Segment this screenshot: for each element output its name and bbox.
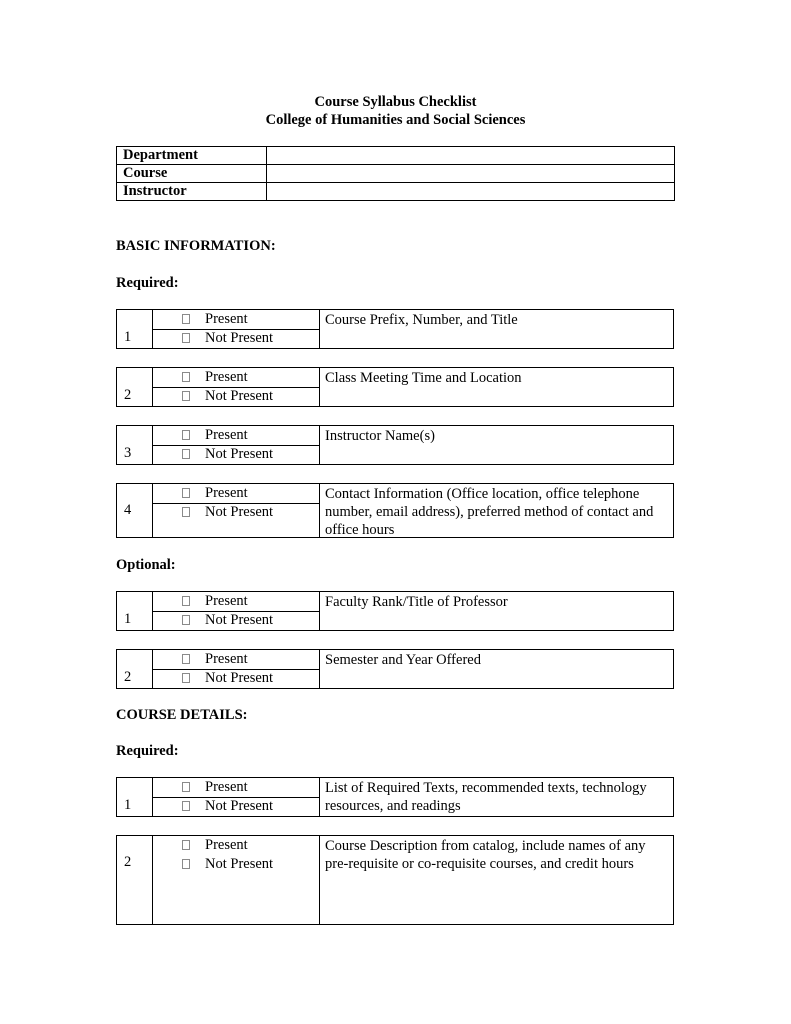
present-option[interactable] xyxy=(152,650,319,670)
basic-information-heading: BASIC INFORMATION: xyxy=(116,238,276,254)
item-description: Instructor Name(s) xyxy=(325,428,435,444)
present-option[interactable] xyxy=(152,592,319,612)
present-option[interactable] xyxy=(152,836,319,855)
checklist-item-basic-2 xyxy=(116,367,674,407)
present-option[interactable] xyxy=(152,484,319,504)
not-present-option[interactable] xyxy=(152,611,319,630)
department-label: Department xyxy=(117,147,267,165)
department-field[interactable] xyxy=(267,147,675,165)
not-present-label: Not Present xyxy=(205,504,274,520)
checkbox-icon[interactable] xyxy=(182,615,190,625)
item-number-cell xyxy=(117,650,153,688)
item-description: List of Required Texts, recommended texts, technology resources, and readings xyxy=(325,780,647,814)
checklist-item-basic-1 xyxy=(116,309,674,349)
checklist-item-optional-1 xyxy=(116,591,674,631)
item-number-cell xyxy=(117,836,153,924)
checkbox-icon[interactable] xyxy=(182,801,190,811)
not-present-label: Not Present xyxy=(205,388,274,404)
item-description: Course Prefix, Number, and Title xyxy=(325,312,518,328)
checkbox-icon[interactable] xyxy=(182,654,190,664)
checklist-item-course-1 xyxy=(116,777,674,817)
checklist-item-basic-4 xyxy=(116,483,674,538)
present-label: Present xyxy=(205,369,248,385)
not-present-option[interactable] xyxy=(152,329,319,348)
not-present-option[interactable] xyxy=(152,387,319,406)
checkbox-icon[interactable] xyxy=(182,449,190,459)
course-required-heading: Required: xyxy=(116,743,179,759)
not-present-label: Not Present xyxy=(205,446,274,462)
item-description: Contact Information (Office location, office telephone number, email address), preferred method of contact and office hours xyxy=(325,486,654,538)
status-options xyxy=(152,484,320,537)
table-row xyxy=(117,165,675,183)
checkbox-icon[interactable] xyxy=(182,673,190,683)
checkbox-icon[interactable] xyxy=(182,333,190,343)
item-number-cell xyxy=(117,592,153,630)
basic-optional-heading: Optional: xyxy=(116,557,176,573)
table-row xyxy=(117,147,675,165)
item-number-cell xyxy=(117,426,153,464)
present-label: Present xyxy=(205,837,248,853)
present-option[interactable] xyxy=(152,310,319,330)
not-present-option[interactable] xyxy=(152,669,319,688)
item-number-cell xyxy=(117,310,153,348)
checkbox-icon[interactable] xyxy=(182,372,190,382)
checkbox-icon[interactable] xyxy=(182,596,190,606)
not-present-label: Not Present xyxy=(205,856,274,872)
item-number: 1 xyxy=(124,611,132,627)
status-options xyxy=(152,592,320,630)
basic-required-heading: Required: xyxy=(116,275,179,291)
not-present-option[interactable] xyxy=(152,797,319,816)
checkbox-icon[interactable] xyxy=(182,314,190,324)
item-number: 1 xyxy=(124,797,132,813)
instructor-field[interactable] xyxy=(267,183,675,201)
item-number-cell xyxy=(117,778,153,816)
status-options xyxy=(152,650,320,688)
checkbox-icon[interactable] xyxy=(182,507,190,517)
item-description: Class Meeting Time and Location xyxy=(325,370,522,386)
item-number: 4 xyxy=(124,502,132,518)
present-option[interactable] xyxy=(152,368,319,388)
instructor-label: Instructor xyxy=(117,183,267,201)
status-options xyxy=(152,778,320,816)
present-label: Present xyxy=(205,593,248,609)
present-label: Present xyxy=(205,651,248,667)
checkbox-icon[interactable] xyxy=(182,782,190,792)
checklist-item-optional-2 xyxy=(116,649,674,689)
checkbox-icon[interactable] xyxy=(182,859,190,869)
item-number: 1 xyxy=(124,329,132,345)
present-label: Present xyxy=(205,779,248,795)
item-number-cell xyxy=(117,484,153,537)
present-label: Present xyxy=(205,485,248,501)
present-option[interactable] xyxy=(152,426,319,446)
present-option[interactable] xyxy=(152,778,319,798)
item-description: Semester and Year Offered xyxy=(325,652,481,668)
course-details-heading: COURSE DETAILS: xyxy=(116,707,248,723)
item-number: 3 xyxy=(124,445,132,461)
course-label: Course xyxy=(117,165,267,183)
checklist-item-course-2 xyxy=(116,835,674,925)
status-options xyxy=(152,310,320,348)
course-field[interactable] xyxy=(267,165,675,183)
not-present-option[interactable] xyxy=(152,855,319,874)
not-present-label: Not Present xyxy=(205,670,274,686)
status-options xyxy=(152,368,320,406)
not-present-label: Not Present xyxy=(205,330,274,346)
present-label: Present xyxy=(205,311,248,327)
not-present-option[interactable] xyxy=(152,503,319,522)
table-row xyxy=(117,183,675,201)
status-options xyxy=(152,426,320,464)
item-number: 2 xyxy=(124,669,132,685)
course-info-table xyxy=(116,146,675,201)
not-present-option[interactable] xyxy=(152,445,319,464)
checkbox-icon[interactable] xyxy=(182,430,190,440)
document-subtitle: College of Humanities and Social Sciences xyxy=(265,112,526,128)
checkbox-icon[interactable] xyxy=(182,840,190,850)
item-number: 2 xyxy=(124,854,132,870)
document-title: Course Syllabus Checklist xyxy=(314,94,477,110)
checklist-item-basic-3 xyxy=(116,425,674,465)
not-present-label: Not Present xyxy=(205,798,274,814)
item-description: Course Description from catalog, include names of any pre-requisite or co-requisite courses, and credit hours xyxy=(325,838,646,872)
item-description: Faculty Rank/Title of Professor xyxy=(325,594,508,610)
present-label: Present xyxy=(205,427,248,443)
not-present-label: Not Present xyxy=(205,612,274,628)
checkbox-icon[interactable] xyxy=(182,391,190,401)
status-options xyxy=(152,836,320,924)
item-number: 2 xyxy=(124,387,132,403)
checkbox-icon[interactable] xyxy=(182,488,190,498)
item-number-cell xyxy=(117,368,153,406)
